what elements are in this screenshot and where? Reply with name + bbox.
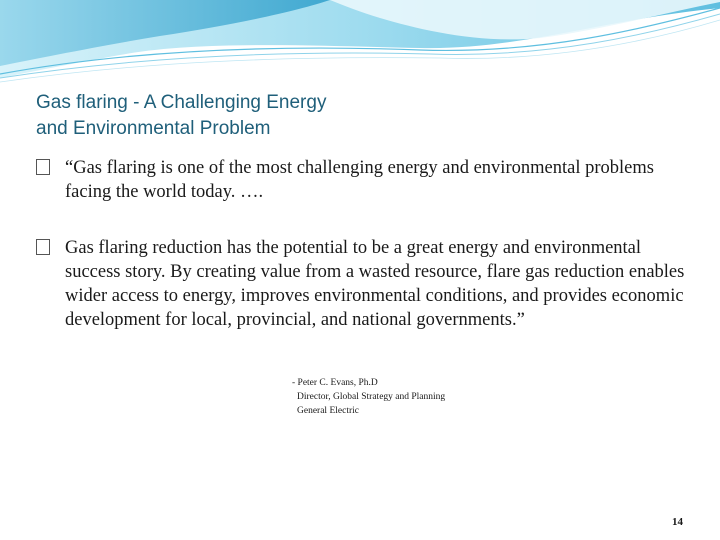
attribution-name: - Peter C. Evans, Ph.D (292, 378, 378, 388)
quote-attribution (292, 376, 445, 418)
bullet-text: Gas flaring reduction has the potential to be a great energy and environmental success story. By creating value from a wasted resource, flare gas reduction enables wider access to energy, improves environmental conditions, and provides economic development for local, provincial, and national governments.” (65, 238, 685, 330)
bullet-text: “Gas flaring is one of the most challenging energy and environmental problems facing the world today. …. (65, 158, 654, 202)
attribution-org: General Electric (297, 406, 359, 416)
bullet-item (36, 156, 686, 204)
decorative-wave-banner (0, 0, 720, 90)
bullet-item (36, 236, 686, 332)
title-line-2: and Environmental Problem (36, 118, 271, 139)
page-number: 14 (672, 516, 683, 528)
slide-title (36, 90, 556, 142)
attribution-role: Director, Global Strategy and Planning (297, 392, 446, 402)
slide-body (36, 156, 686, 364)
bullet-marker-icon (36, 159, 50, 175)
title-line-1: Gas flaring - A Challenging Energy (36, 92, 327, 113)
bullet-marker-icon (36, 239, 50, 255)
